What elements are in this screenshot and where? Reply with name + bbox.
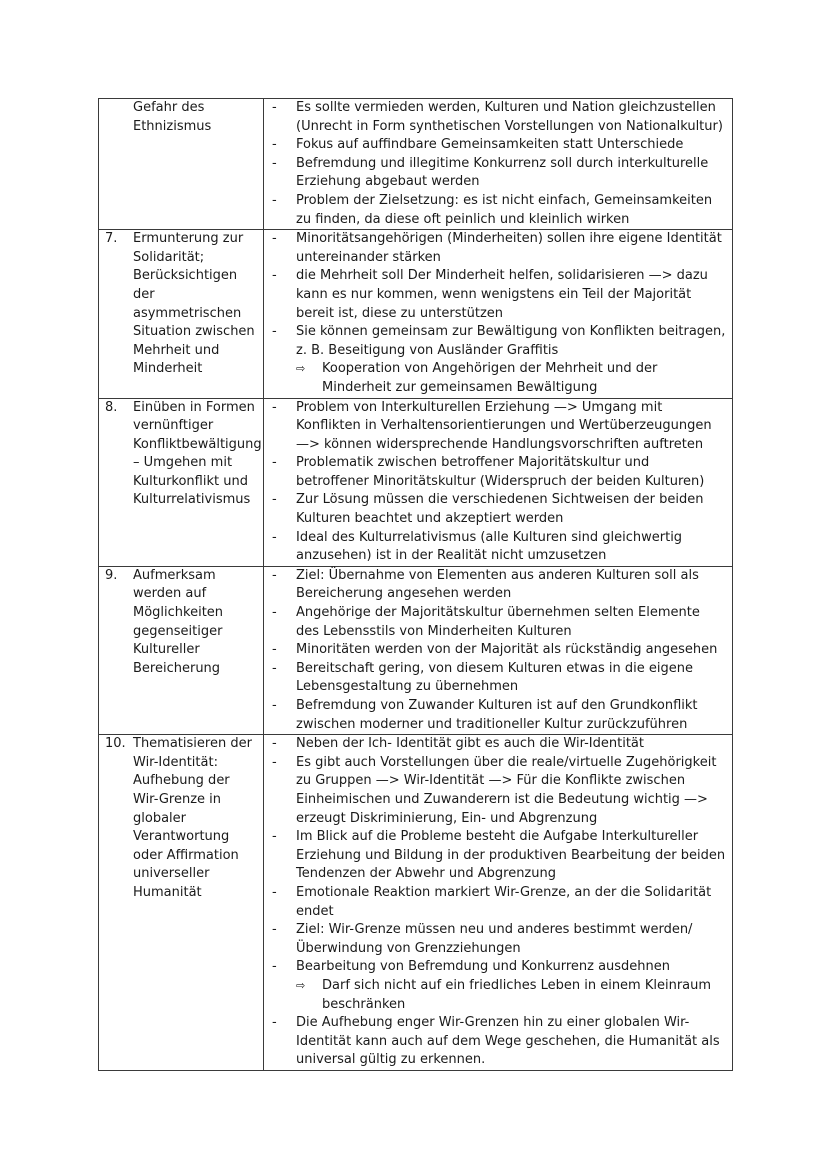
- point-text: Neben der Ich- Identität gibt es auch die Wir-Identität: [296, 736, 644, 752]
- point-text: die Mehrheit soll Der Minderheit helfen, solidarisieren —> dazu kann es nur kommen, wenn wenigstens ein Teil der Majorität bereit ist, diese zu unterstützen: [296, 268, 708, 321]
- topic-cell: [99, 566, 264, 734]
- point-text: Minoritäten werden von der Majorität als rückständig angesehen: [296, 642, 718, 658]
- topic-number: 7.: [105, 231, 118, 247]
- topic: [99, 399, 263, 511]
- point-text: Befremdung von Zuwander Kulturen ist auf den Grundkonflikt zwischen moderner und traditioneller Kultur zurückzuführen: [296, 698, 698, 732]
- point-body: [296, 399, 726, 455]
- dash-bullet: -: [272, 605, 277, 621]
- point-text: Im Blick auf die Probleme besteht die Aufgabe Interkultureller Erziehung und Bildung in der produktiven Bearbeitung der beiden Tendenzen der Abwehr und Abgrenzung: [296, 829, 726, 882]
- point-text: Minoritätsangehörigen (Minderheiten) sollen ihre eigene Identität untereinander stärken: [296, 231, 722, 265]
- topic-number: 8.: [105, 399, 118, 415]
- sub-point-text: Kooperation von Angehörigen der Mehrheit und der Minderheit zur gemeinsamen Bewältigung: [322, 361, 658, 395]
- list-item: [264, 1014, 726, 1070]
- list-item: [264, 155, 726, 192]
- list-item: [264, 192, 726, 229]
- point-body: [296, 735, 726, 754]
- dash-bullet: -: [272, 455, 277, 471]
- list-item: [264, 604, 726, 641]
- list-item: [264, 660, 726, 697]
- point-list: [264, 399, 732, 566]
- point-body: [296, 491, 726, 528]
- list-item: [264, 641, 726, 660]
- table-body: [99, 99, 733, 1071]
- topic-cell: [99, 735, 264, 1071]
- list-item: [264, 697, 726, 734]
- point-text: Es sollte vermieden werden, Kulturen und Nation gleichzustellen (Unrecht in Form synthetischen Vorstellungen von Nationalkultur): [296, 100, 723, 134]
- points-cell: [264, 566, 733, 734]
- topic-cell: [99, 99, 264, 230]
- point-body: [296, 1014, 726, 1070]
- dash-bullet: -: [272, 155, 277, 171]
- table-row: [99, 99, 733, 230]
- topic-title: Ermunterung zur Solidarität; Berücksichtigen der asymmetrischen Situation zwischen Mehrheit und Minderheit: [133, 231, 255, 377]
- topic-number: 9.: [105, 567, 118, 583]
- point-body: [296, 754, 726, 828]
- list-item: [264, 399, 726, 455]
- dash-bullet: -: [272, 324, 277, 340]
- topic: [99, 99, 263, 136]
- topic-title: Einüben in Formen vernünftiger Konfliktbewältigung – Umgehen mit Kulturkonflikt und Kulturrelativismus: [133, 399, 262, 508]
- list-item: [264, 884, 726, 921]
- list-item: [264, 230, 726, 267]
- point-list: [264, 99, 732, 229]
- dash-bullet: -: [272, 192, 277, 208]
- dash-bullet: -: [272, 1015, 277, 1031]
- table-row: [99, 230, 733, 398]
- point-text: Problematik zwischen betroffener Majoritätskultur und betroffener Minoritätskultur (Widerspruch der beiden Kulturen): [296, 455, 705, 489]
- point-body: [296, 529, 726, 566]
- list-item: [264, 491, 726, 528]
- point-body: [296, 267, 726, 323]
- topic-cell: [99, 230, 264, 398]
- point-body: [296, 884, 726, 921]
- point-body: [296, 921, 726, 958]
- point-text: Ideal des Kulturrelativismus (alle Kulturen sind gleichwertig anzusehen) ist in der Realität nicht umzusetzen: [296, 529, 683, 564]
- point-text: Sie können gemeinsam zur Bewältigung von Konflikten beitragen, z. B. Beseitigung von Ausländer Graffitis: [296, 324, 726, 358]
- sub-point: [296, 360, 726, 397]
- point-list: [264, 230, 732, 397]
- point-body: [296, 828, 726, 884]
- dash-bullet: -: [272, 231, 277, 247]
- table-row: [99, 566, 733, 734]
- point-body: [296, 230, 726, 267]
- content-table: [98, 98, 733, 1071]
- points-cell: [264, 230, 733, 398]
- sub-point-text: Darf sich nicht auf ein friedliches Leben in einem Kleinraum beschränken: [322, 977, 712, 1012]
- point-text: Problem von Interkulturellen Erziehung —> Umgang mit Konflikten in Verhaltensorientierungen und Wertüberzeugungen —> können widersprechende Handlungsvorschriften auftreten: [296, 399, 712, 452]
- dash-bullet: -: [272, 492, 277, 508]
- point-body: [296, 192, 726, 229]
- list-item: [264, 267, 726, 323]
- point-text: Fokus auf auffindbare Gemeinsamkeiten statt Unterschiede: [296, 137, 684, 153]
- dash-bullet: -: [272, 137, 277, 153]
- point-body: [296, 99, 726, 136]
- topic-number: [105, 99, 133, 136]
- dash-bullet: -: [272, 567, 277, 583]
- list-item: [264, 136, 726, 155]
- point-body: [296, 323, 726, 397]
- list-item: [264, 99, 726, 136]
- point-body: [296, 958, 726, 1014]
- point-text: Befremdung und illegitime Konkurrenz soll durch interkulturelle Erziehung abgebaut werden: [296, 155, 709, 190]
- point-body: [296, 641, 726, 660]
- dash-bullet: -: [272, 529, 277, 545]
- dash-bullet: -: [272, 698, 277, 713]
- point-list: [264, 567, 732, 734]
- point-text: Es gibt auch Vorstellungen über die reale/virtuelle Zugehörigkeit zu Gruppen —> Wir-Identität —> Für die Konflikte zwischen Einheimischen und Zuwanderern ist die Bedeutung wichtig —> erzeugt Diskriminierung, Ein- und Abgrenzung: [296, 754, 717, 826]
- points-cell: [264, 735, 733, 1071]
- dash-bullet: -: [272, 922, 277, 938]
- point-text: Emotionale Reaktion markiert Wir-Grenze, an der die Solidarität endet: [296, 884, 712, 919]
- list-item: [264, 454, 726, 491]
- arrow-right-icon: ⇨: [296, 362, 306, 376]
- dash-bullet: -: [272, 754, 277, 770]
- arrow-right-icon: ⇨: [296, 978, 306, 992]
- dash-bullet: -: [272, 736, 277, 752]
- dash-bullet: -: [272, 829, 277, 845]
- dash-bullet: -: [272, 959, 277, 975]
- point-text: Die Aufhebung enger Wir-Grenzen hin zu einer globalen Wir-Identität kann auch auf dem Wege geschehen, die Humanität als universal gültig zu erkennen.: [296, 1015, 720, 1068]
- point-body: [296, 660, 726, 697]
- topic-title: Aufmerksam werden auf Möglichkeiten gegenseitiger Kultureller Bereicherung: [133, 567, 224, 676]
- table-row: [99, 735, 733, 1071]
- list-item: [264, 828, 726, 884]
- dash-bullet: -: [272, 100, 277, 115]
- point-text: Ziel: Übernahme von Elementen aus anderen Kulturen soll als Bereicherung angesehen werden: [296, 567, 699, 602]
- point-body: [296, 567, 726, 604]
- points-cell: [264, 398, 733, 566]
- topic-title: Gefahr des Ethnizismus: [133, 100, 212, 134]
- topic-number: 10.: [105, 736, 126, 752]
- table-row: [99, 398, 733, 566]
- dash-bullet: -: [272, 399, 277, 415]
- list-item: [264, 735, 726, 754]
- dash-bullet: -: [272, 642, 277, 658]
- dash-bullet: -: [272, 268, 277, 284]
- point-text: Problem der Zielsetzung: es ist nicht einfach, Gemeinsamkeiten zu finden, da diese oft peinlich und kleinlich wirken: [296, 192, 713, 227]
- point-body: [296, 155, 726, 192]
- point-text: Angehörige der Majoritätskultur übernehmen selten Elemente des Lebensstils von Minderheiten Kulturen: [296, 605, 700, 639]
- point-body: [296, 136, 726, 155]
- topic: [99, 230, 263, 379]
- dash-bullet: -: [272, 884, 277, 900]
- point-text: Bearbeitung von Befremdung und Konkurrenz ausdehnen: [296, 959, 671, 975]
- dash-bullet: -: [272, 660, 277, 676]
- point-body: [296, 454, 726, 491]
- point-text: Bereitschaft gering, von diesem Kulturen etwas in die eigene Lebensgestaltung zu übernehmen: [296, 660, 693, 695]
- point-body: [296, 697, 726, 734]
- point-list: [264, 735, 732, 1070]
- list-item: [264, 567, 726, 604]
- list-item: [264, 754, 726, 828]
- list-item: [264, 958, 726, 1014]
- topic: [99, 735, 263, 902]
- point-text: Ziel: Wir-Grenze müssen neu und anderes bestimmt werden/ Überwindung von Grenzziehungen: [296, 922, 693, 956]
- points-cell: [264, 99, 733, 230]
- list-item: [264, 921, 726, 958]
- sub-point: [296, 977, 726, 1014]
- topic: [99, 567, 263, 679]
- list-item: [264, 529, 726, 566]
- topic-cell: [99, 398, 264, 566]
- topic-title: Thematisieren der Wir-Identität: Aufhebung der Wir-Grenze in globaler Verantwortung oder Affirmation universeller Humanität: [133, 736, 252, 900]
- point-body: [296, 604, 726, 641]
- point-text: Zur Lösung müssen die verschiedenen Sichtweisen der beiden Kulturen beachtet und akzeptiert werden: [296, 492, 704, 527]
- list-item: [264, 323, 726, 397]
